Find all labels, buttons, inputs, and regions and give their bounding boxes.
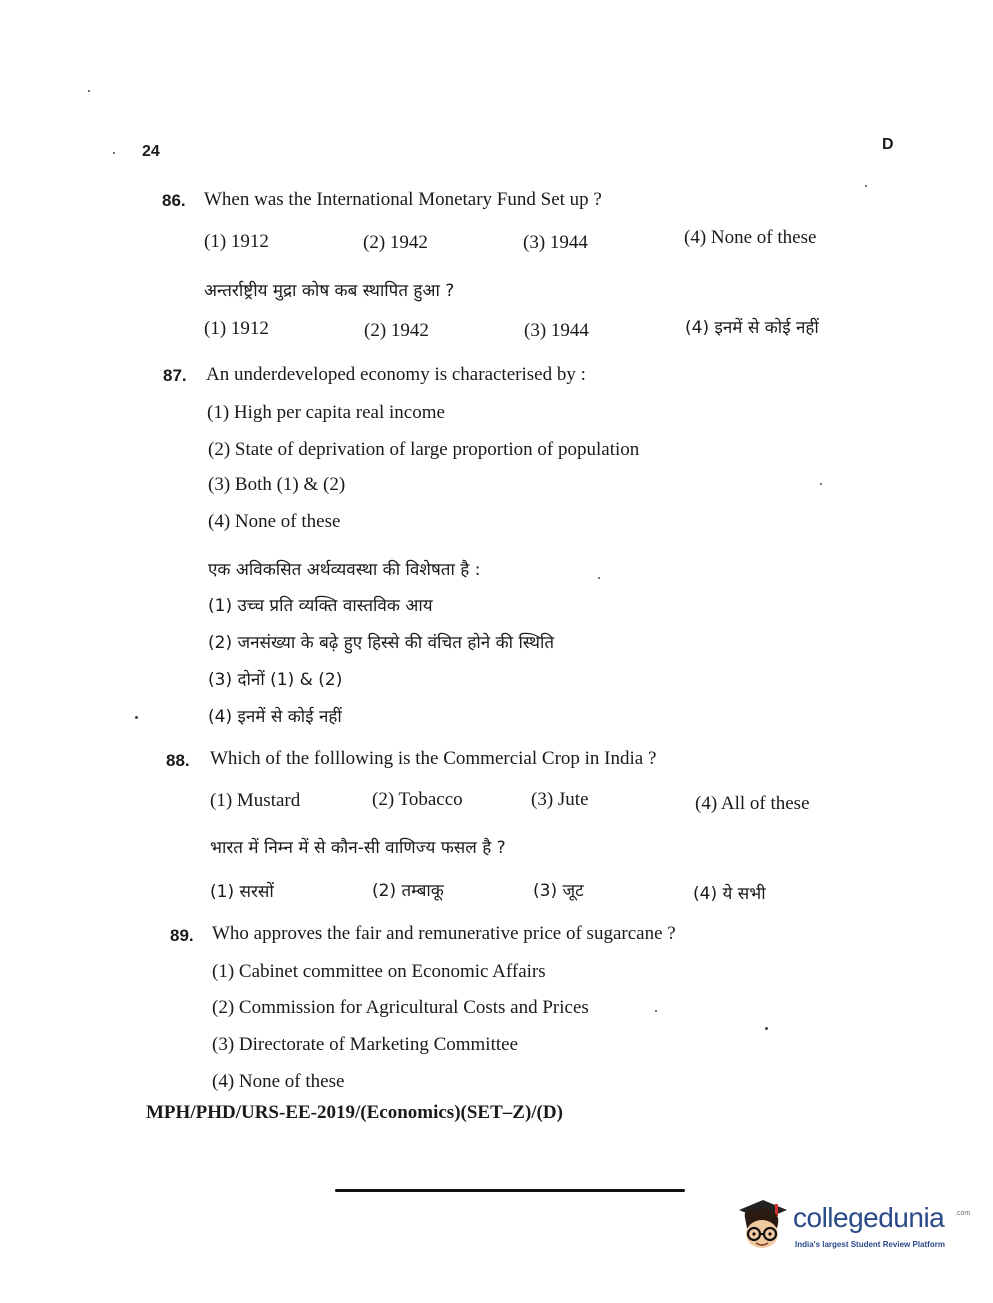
option-1-hi: (1) उच्च प्रति व्यक्ति वास्तविक आय: [208, 596, 433, 616]
mascot-icon: [733, 1196, 791, 1256]
scan-speck: [820, 483, 822, 485]
option-2-en: (2) Commission for Agricultural Costs and Prices: [212, 997, 589, 1018]
option-2-en: (2) State of deprivation of large proportion of population: [208, 439, 640, 460]
option-2-hi: (2) जनसंख्या के बढ़े हुए हिस्से की वंचित होने की स्थिति: [208, 633, 555, 653]
option-4-en: (4) None of these: [684, 227, 817, 248]
option-4-en: (4) None of these: [212, 1071, 345, 1092]
logo-tagline: India's largest Student Review Platform: [795, 1240, 945, 1249]
option-1-hi: (1) 1912: [204, 318, 269, 339]
exam-code-footer: MPH/PHD/URS-EE-2019/(Economics)(SET–Z)/(D): [146, 1102, 563, 1123]
divider-line: [335, 1189, 685, 1192]
option-2-en: (2) Tobacco: [372, 789, 463, 810]
question-text-en: Which of the folllowing is the Commercial Crop in India ?: [210, 748, 657, 769]
collegedunia-logo: [733, 1196, 971, 1258]
option-3-en: (3) Directorate of Marketing Committee: [212, 1034, 519, 1055]
scan-speck: [113, 152, 115, 154]
option-4-hi: (4) इनमें से कोई नहीं: [685, 318, 819, 338]
option-1-en: (1) Mustard: [210, 790, 301, 811]
option-3-en: (3) Both (1) & (2): [208, 474, 346, 495]
scan-speck: [135, 716, 138, 719]
option-3-hi: (3) जूट: [533, 881, 584, 901]
option-3-hi: (3) 1944: [524, 320, 589, 341]
scan-speck: [865, 185, 867, 187]
question-number: 89.: [170, 926, 194, 945]
question-text-hi: भारत में निम्न में से कौन-सी वाणिज्य फसल है ?: [210, 838, 506, 858]
option-2-en: (2) 1942: [363, 232, 428, 253]
option-3-hi: (3) दोनों (1) & (2): [208, 670, 343, 690]
option-1-en: (1) Cabinet committee on Economic Affairs: [212, 961, 546, 982]
page-number: 24: [142, 143, 160, 160]
question-number: 86.: [162, 191, 186, 210]
logo-domain: .com: [955, 1210, 971, 1217]
question-text-en: When was the International Monetary Fund Set up ?: [204, 189, 602, 210]
option-4-en: (4) None of these: [208, 511, 341, 532]
option-2-hi: (2) 1942: [364, 320, 429, 341]
set-code: D: [882, 136, 894, 153]
option-4-hi: (4) ये सभी: [693, 884, 766, 904]
logo-wordmark: collegedunia: [793, 1202, 945, 1233]
option-2-hi: (2) तम्बाकू: [372, 881, 444, 901]
scan-speck: [655, 1010, 657, 1012]
question-text-hi: एक अविकसित अर्थव्यवस्था की विशेषता है :: [208, 560, 481, 580]
option-1-en: (1) High per capita real income: [207, 402, 445, 423]
option-3-en: (3) 1944: [523, 232, 588, 253]
question-text-en: Who approves the fair and remunerative price of sugarcane ?: [212, 923, 676, 944]
question-text-hi: अन्तर्राष्ट्रीय मुद्रा कोष कब स्थापित हुआ ?: [204, 281, 455, 301]
question-text-en: An underdeveloped economy is characterised by :: [206, 364, 586, 385]
option-4-hi: (4) इनमें से कोई नहीं: [208, 707, 342, 727]
option-3-en: (3) Jute: [531, 789, 589, 810]
scan-speck: [598, 577, 600, 579]
scan-speck: [88, 90, 90, 92]
option-4-en: (4) All of these: [695, 793, 810, 814]
question-number: 87.: [163, 366, 187, 385]
option-1-hi: (1) सरसों: [210, 882, 274, 902]
option-1-en: (1) 1912: [204, 231, 269, 252]
question-number: 88.: [166, 751, 190, 770]
scan-speck: [765, 1027, 768, 1030]
